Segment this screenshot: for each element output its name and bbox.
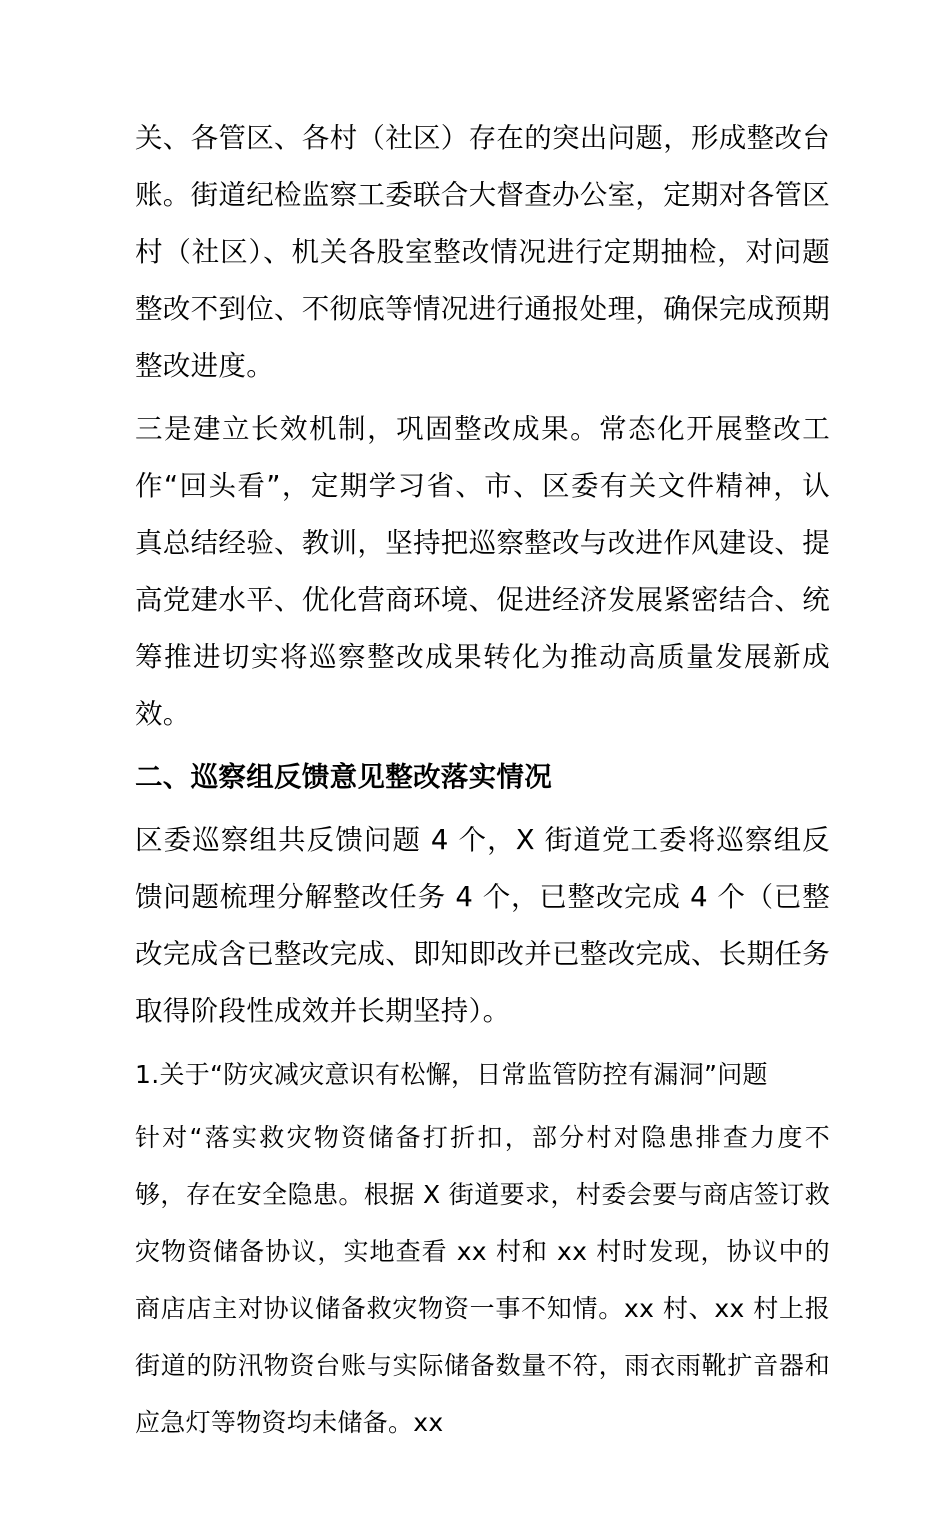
document-body	[135, 110, 830, 1451]
paragraph: 关、各管区、各村（社区）存在的突出问题，形成整改台账。街道纪检监察工委联合大督查办公室，定期对各管区村（社区）、机关各股室整改情况进行定期抽检，对问题整改不到位、不彻底等情况进行通报处理，确保完成预期整改进度。	[135, 122, 830, 382]
paragraph: 三是建立长效机制，巩固整改成果。常态化开展整改工作“回头看”，定期学习省、市、区委有关文件精神，认真总结经验、教训，坚持把巡察整改与改进作风建设、提高党建水平、优化营商环境、促进经济发展紧密结合、统筹推进切实将巡察整改成果转化为推动高质量发展新成效。	[135, 413, 830, 730]
paragraph: 针对“落实救灾物资储备打折扣，部分村对隐患排查力度不够，存在安全隐患。根据 X 街道要求，村委会要与商店签订救灾物资储备协议，实地查看 xx 村和 xx 村时发现，协议中的商店店主对协议储备救灾物资一事不知情。xx 村、xx 村上报街道的防汛物资台账与实际储备数量不符，雨衣雨靴扩音器和应急灯等物资均未储备。xx	[135, 1123, 830, 1437]
numbered-item-heading: 1.关于“防灾减灾意识有松懈，日常监管防控有漏洞”问题	[135, 1060, 768, 1089]
section-heading: 二、巡察组反馈意见整改落实情况	[135, 761, 552, 793]
paragraph: 区委巡察组共反馈问题 4 个，X 街道党工委将巡察组反馈问题梳理分解整改任务 4 个，已整改完成 4 个（已整改完成含已整改完成、即知即改并已整改完成、长期任务取得阶段性成效并长期坚持）。	[135, 824, 830, 1027]
